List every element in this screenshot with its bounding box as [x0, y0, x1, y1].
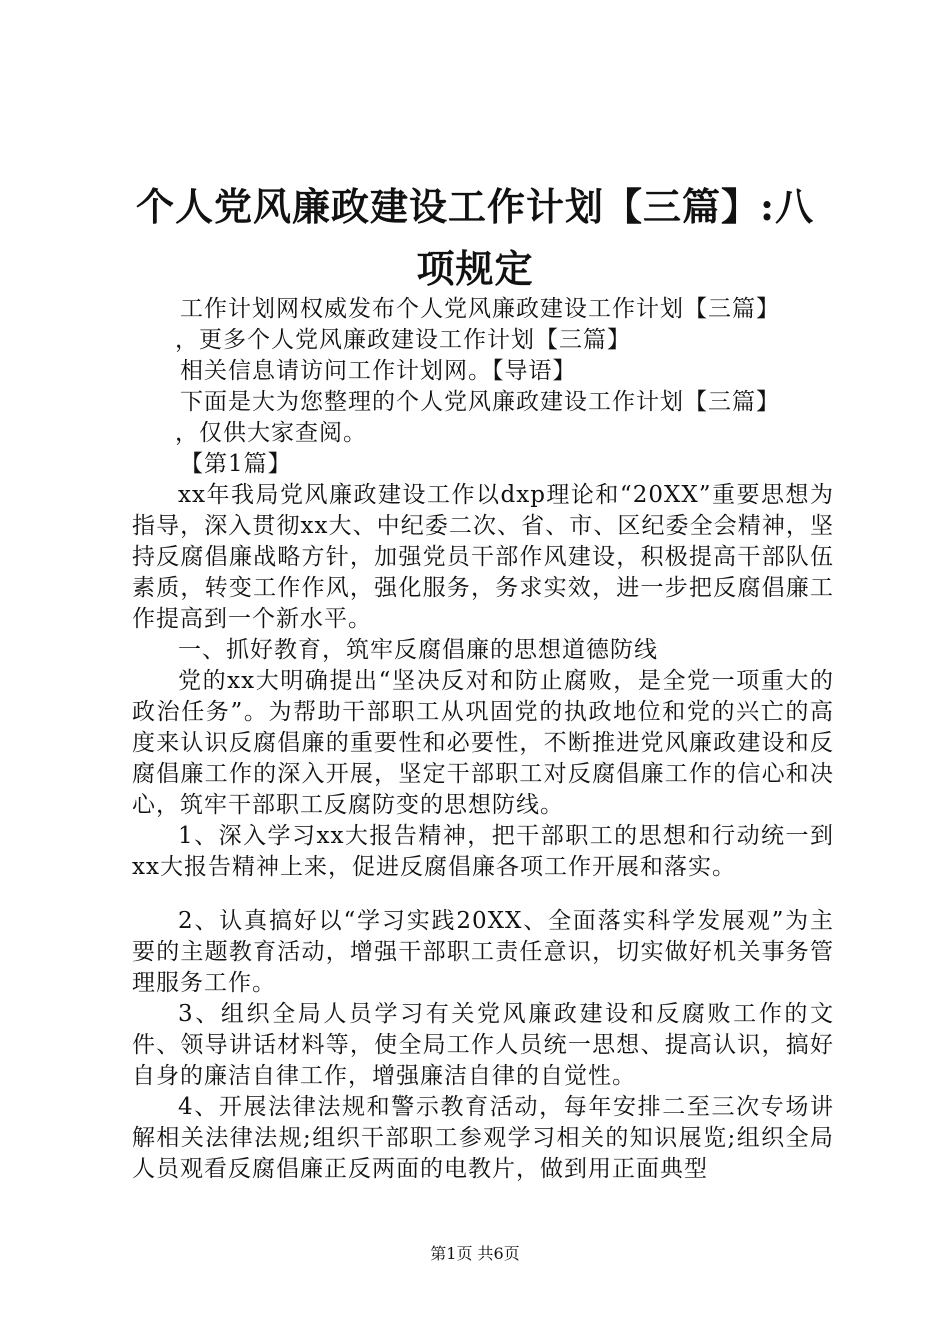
intro-line: 相关信息请访问工作计划网。【导语】 — [180, 358, 577, 384]
intro-line: ，更多个人党风廉政建设工作计划【三篇】 — [175, 327, 631, 353]
intro-line: 工作计划网权威发布个人党风廉政建设工作计划【三篇】 — [180, 296, 780, 322]
paragraph-block-2 — [132, 906, 834, 1185]
intro-line: ，仅供大家查阅。 — [175, 420, 367, 446]
intro-block — [175, 294, 820, 480]
body-paragraph: 4、开展法律法规和警示教育活动，每年安排二至三次专场讲解相关法律法规;组织干部职工参观学习相关的知识展览;组织全局人员观看反腐倡廉正反两面的电教片，做到用正面典型 — [132, 1094, 834, 1182]
body-paragraph: 3、组织全局人员学习有关党风廉政建设和反腐败工作的文件、领导讲话材料等，使全局工作人员统一思想、提高认识，搞好自身的廉洁自律工作，增强廉洁自律的自觉性。 — [132, 1001, 834, 1089]
page-footer: 第1页 共6页 — [430, 1244, 520, 1263]
paragraph-block — [132, 480, 834, 883]
body-paragraph: 党的xx大明确提出“坚决反对和防止腐败，是全党一项重大的政治任务”。为帮助干部职工从巩固党的执政地位和党的兴亡的高度来认识反腐倡廉的重要性和必要性，不断推进党风廉政建设和反腐倡廉工作的深入开展，坚定干部职工对反腐倡廉工作的信心和决心，筑牢干部职工反腐防变的思想防线。 — [132, 668, 834, 818]
section-heading: 一、抓好教育，筑牢反腐倡廉的思想道德防线 — [178, 637, 658, 663]
body-paragraph: xx年我局党风廉政建设工作以dxp理论和“20XX”重要思想为指导，深入贯彻xx大、中纪委二次、省、市、区纪委全会精神，坚持反腐倡廉战略方针，加强党员干部作风建设，积极提高干部队伍素质，转变工作作风，强化服务，务求实效，进一步把反腐倡廉工作提高到一个新水平。 — [132, 482, 834, 632]
body-paragraph: 2、认真搞好以“学习实践20XX、全面落实科学发展观”为主要的主题教育活动，增强干部职工责任意识，切实做好机关事务管理服务工作。 — [132, 908, 834, 996]
section-heading: 【第1篇】 — [180, 451, 292, 477]
body-paragraph: 1、深入学习xx大报告精神，把干部职工的思想和行动统一到xx大报告精神上来，促进反腐倡廉各项工作开展和落实。 — [132, 823, 834, 880]
intro-line: 下面是大为您整理的个人党风廉政建设工作计划【三篇】 — [180, 389, 780, 415]
document-title: 个人党风廉政建设工作计划【三篇】:八项规定 — [135, 184, 815, 291]
